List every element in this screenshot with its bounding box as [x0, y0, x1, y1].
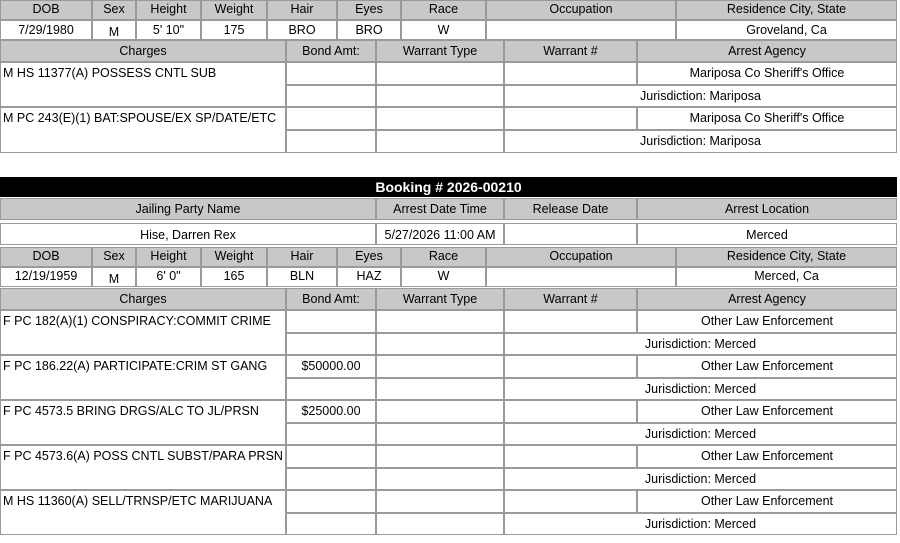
bond-cell: [286, 62, 376, 85]
warrant-type-cell: [376, 355, 504, 378]
jailing-party-value: Hise, Darren Rex: [0, 223, 376, 245]
race-value: W: [401, 20, 486, 40]
warrant-type-cell: [376, 400, 504, 423]
warrant-type-cell: [376, 310, 504, 333]
arrest-agency-header: Arrest Agency: [637, 288, 897, 310]
height-header: Height: [136, 0, 201, 20]
eyes-value: BRO: [337, 20, 401, 40]
bond-subcell: [286, 85, 376, 107]
dob-value: 7/29/1980: [0, 20, 92, 40]
occupation-header: Occupation: [486, 247, 676, 267]
sex-header: Sex: [92, 247, 136, 267]
agency-cell: Other Law Enforcement: [637, 490, 897, 513]
jailing-party-header: Jailing Party Name: [0, 198, 376, 220]
race-header: Race: [401, 247, 486, 267]
warrant-number-cell: [504, 445, 637, 468]
arrest-location-value: Merced: [637, 223, 897, 245]
warrant-number-cell: [504, 62, 637, 85]
agency-cell: Other Law Enforcement: [637, 445, 897, 468]
charge-cell: F PC 4573.6(A) POSS CNTL SUBST/PARA PRSN: [0, 445, 286, 490]
release-date-value: [504, 223, 637, 245]
warrant-type-subcell: [376, 130, 504, 153]
bond-cell: [286, 107, 376, 130]
eyes-header: Eyes: [337, 0, 401, 20]
residence-value: Groveland, Ca: [676, 20, 897, 40]
residence-header: Residence City, State: [676, 247, 897, 267]
warrant-type-header: Warrant Type: [376, 40, 504, 62]
warrant-type-cell: [376, 62, 504, 85]
race-value: W: [401, 267, 486, 287]
jurisdiction-cell: Jurisdiction: Merced: [504, 333, 897, 355]
jurisdiction-cell: Jurisdiction: Merced: [504, 423, 897, 445]
jurisdiction-cell: Jurisdiction: Merced: [504, 468, 897, 490]
jurisdiction-cell: Jurisdiction: Mariposa: [504, 85, 897, 107]
warrant-type-subcell: [376, 333, 504, 355]
jurisdiction-cell: Jurisdiction: Mariposa: [504, 130, 897, 153]
warrant-type-cell: [376, 107, 504, 130]
warrant-number-header: Warrant #: [504, 40, 637, 62]
bond-header: Bond Amt:: [286, 40, 376, 62]
warrant-type-subcell: [376, 85, 504, 107]
dob-header: DOB: [0, 247, 92, 267]
hair-header: Hair: [267, 247, 337, 267]
eyes-value: HAZ: [337, 267, 401, 287]
race-header: Race: [401, 0, 486, 20]
warrant-number-header: Warrant #: [504, 288, 637, 310]
weight-value: 165: [201, 267, 267, 287]
bond-subcell: [286, 513, 376, 535]
warrant-type-header: Warrant Type: [376, 288, 504, 310]
release-date-header: Release Date: [504, 198, 637, 220]
occupation-value: [486, 20, 676, 40]
charge-cell: M HS 11360(A) SELL/TRNSP/ETC MARIJUANA: [0, 490, 286, 535]
agency-cell: Other Law Enforcement: [637, 400, 897, 423]
bond-cell: [286, 445, 376, 468]
arrest-datetime-header: Arrest Date Time: [376, 198, 504, 220]
bond-subcell: [286, 423, 376, 445]
height-value: 5' 10": [136, 20, 201, 40]
sex-value: M: [92, 267, 136, 287]
weight-header: Weight: [201, 247, 267, 267]
warrant-type-subcell: [376, 468, 504, 490]
agency-cell: Mariposa Co Sheriff's Office: [637, 62, 897, 85]
weight-value: 175: [201, 20, 267, 40]
charge-cell: F PC 182(A)(1) CONSPIRACY:COMMIT CRIME: [0, 310, 286, 355]
charges-header: Charges: [0, 288, 286, 310]
residence-header: Residence City, State: [676, 0, 897, 20]
bond-cell: $25000.00: [286, 400, 376, 423]
bond-cell: $50000.00: [286, 355, 376, 378]
eyes-header: Eyes: [337, 247, 401, 267]
hair-value: BLN: [267, 267, 337, 287]
hair-value: BRO: [267, 20, 337, 40]
warrant-type-subcell: [376, 378, 504, 400]
agency-cell: Mariposa Co Sheriff's Office: [637, 107, 897, 130]
warrant-type-cell: [376, 445, 504, 468]
height-header: Height: [136, 247, 201, 267]
arrest-datetime-value: 5/27/2026 11:00 AM: [376, 223, 504, 245]
sex-value: M: [92, 20, 136, 40]
booking-title: Booking # 2026-00210: [0, 177, 897, 197]
charge-cell: F PC 4573.5 BRING DRGS/ALC TO JL/PRSN: [0, 400, 286, 445]
dob-header: DOB: [0, 0, 92, 20]
hair-header: Hair: [267, 0, 337, 20]
warrant-number-cell: [504, 400, 637, 423]
sex-header: Sex: [92, 0, 136, 20]
occupation-header: Occupation: [486, 0, 676, 20]
bond-subcell: [286, 378, 376, 400]
arrest-agency-header: Arrest Agency: [637, 40, 897, 62]
dob-value: 12/19/1959: [0, 267, 92, 287]
arrest-location-header: Arrest Location: [637, 198, 897, 220]
warrant-number-cell: [504, 107, 637, 130]
warrant-number-cell: [504, 490, 637, 513]
bond-subcell: [286, 468, 376, 490]
charge-cell: F PC 186.22(A) PARTICIPATE:CRIM ST GANG: [0, 355, 286, 400]
occupation-value: [486, 267, 676, 287]
warrant-type-subcell: [376, 513, 504, 535]
bond-header: Bond Amt:: [286, 288, 376, 310]
weight-header: Weight: [201, 0, 267, 20]
jurisdiction-cell: Jurisdiction: Merced: [504, 513, 897, 535]
warrant-number-cell: [504, 310, 637, 333]
warrant-type-subcell: [376, 423, 504, 445]
charges-header: Charges: [0, 40, 286, 62]
charge-cell: M PC 243(E)(1) BAT:SPOUSE/EX SP/DATE/ETC: [0, 107, 286, 153]
jurisdiction-cell: Jurisdiction: Merced: [504, 378, 897, 400]
agency-cell: Other Law Enforcement: [637, 355, 897, 378]
bond-subcell: [286, 333, 376, 355]
warrant-type-cell: [376, 490, 504, 513]
residence-value: Merced, Ca: [676, 267, 897, 287]
warrant-number-cell: [504, 355, 637, 378]
bond-cell: [286, 490, 376, 513]
bond-cell: [286, 310, 376, 333]
bond-subcell: [286, 130, 376, 153]
height-value: 6' 0": [136, 267, 201, 287]
charge-cell: M HS 11377(A) POSSESS CNTL SUB: [0, 62, 286, 107]
agency-cell: Other Law Enforcement: [637, 310, 897, 333]
